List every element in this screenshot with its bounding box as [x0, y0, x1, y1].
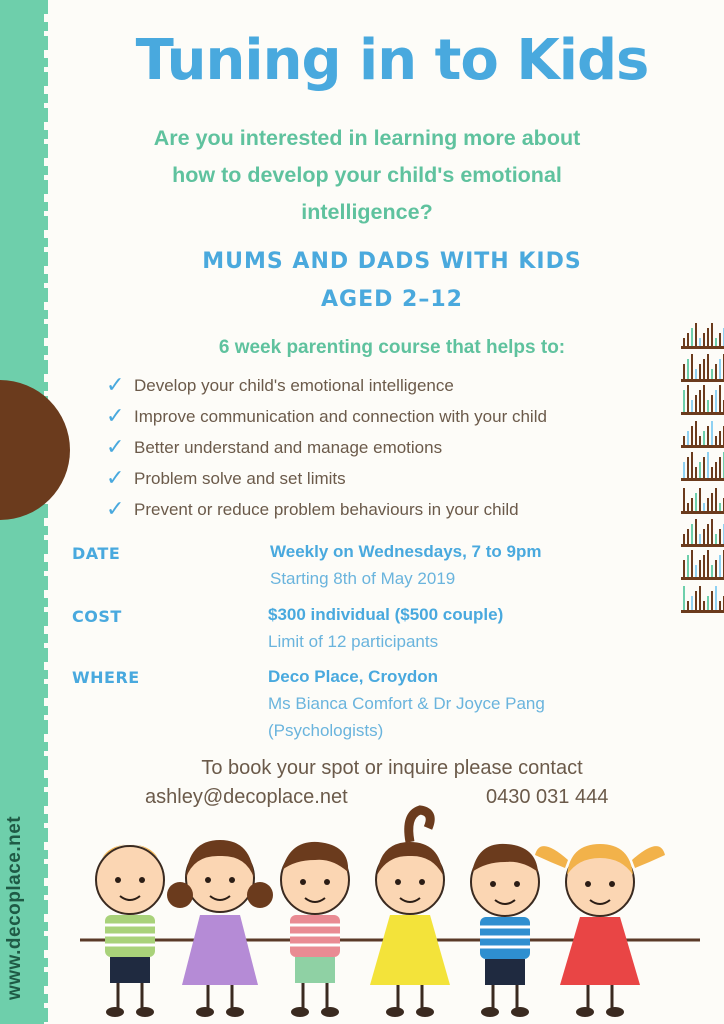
decorative-bar: [695, 519, 697, 544]
bar-baseline: [681, 346, 724, 349]
decorative-bar: [683, 488, 685, 511]
decorative-bar: [691, 452, 693, 478]
decorative-bar: [703, 385, 705, 412]
decorative-bar: [695, 395, 697, 412]
decorative-bar: [719, 385, 721, 412]
date-label: DATE: [72, 544, 121, 563]
contact-email-link[interactable]: ashley@decoplace.net: [145, 786, 348, 808]
decorative-bar: [687, 555, 689, 577]
subtitle-line: Are you interested in learning more about: [153, 126, 581, 150]
decorative-bar: [715, 560, 717, 577]
decorative-bar: [683, 436, 685, 445]
list-item: [106, 463, 547, 494]
decorative-bar: [707, 524, 709, 544]
bar-baseline: [681, 544, 724, 547]
decorative-bar: [699, 586, 701, 610]
decorative-bar: [703, 601, 705, 610]
decorative-bar: [707, 452, 709, 478]
check-icon: ✓: [106, 404, 125, 429]
benefit-text: Better understand and manage emotions: [134, 437, 443, 457]
decorative-bar: [703, 431, 705, 445]
decorative-bars: [681, 318, 724, 618]
date-value: Weekly on Wednesdays, 7 to 9pm: [270, 542, 542, 561]
decorative-bar: [691, 354, 693, 379]
decorative-bar: [715, 534, 717, 544]
decorative-bar: [695, 421, 697, 445]
children-illustration: [60, 800, 724, 1024]
decorative-bar: [683, 534, 685, 544]
cost-limit: Limit of 12 participants: [268, 632, 439, 651]
check-icon: ✓: [106, 466, 125, 491]
decorative-bar: [715, 462, 717, 478]
child-figure: [471, 844, 539, 1017]
decorative-bar: [711, 395, 713, 412]
decorative-bar: [683, 586, 685, 610]
decorative-bar: [707, 498, 709, 511]
decorative-bar: [687, 359, 689, 379]
decorative-bar: [719, 333, 721, 346]
decorative-bar: [691, 400, 693, 412]
contact-prompt: To book your spot or inquire please contact: [201, 757, 583, 779]
decorative-bar: [707, 400, 709, 412]
decorative-bar: [703, 503, 705, 511]
bar-baseline: [681, 379, 724, 382]
benefit-text: Improve communication and connection with your child: [134, 406, 547, 426]
decorative-bar: [699, 390, 701, 412]
decorative-bar: [715, 436, 717, 445]
decorative-bar: [687, 333, 689, 346]
decorative-bar: [695, 323, 697, 346]
child-figure: [281, 842, 349, 1017]
decorative-bar: [719, 503, 721, 511]
decorative-bar: [691, 550, 693, 577]
decorative-bar: [711, 421, 713, 445]
benefit-text: Develop your child's emotional intelligence: [134, 375, 454, 395]
decorative-bar: [691, 498, 693, 511]
decorative-bar: [687, 385, 689, 412]
decorative-bar: [687, 431, 689, 445]
decorative-bar: [683, 390, 685, 412]
decorative-bar: [699, 338, 701, 346]
decorative-bar: [691, 426, 693, 445]
where-value: Deco Place, Croydon: [268, 667, 439, 686]
decorative-bar: [703, 359, 705, 379]
check-icon: ✓: [106, 497, 125, 522]
where-role: (Psychologists): [268, 721, 384, 740]
decorative-bar: [707, 426, 709, 445]
benefit-text: Prevent or reduce problem behaviours in your child: [134, 499, 519, 519]
list-item: [106, 401, 547, 432]
decorative-bar: [715, 338, 717, 346]
decorative-bar: [695, 565, 697, 577]
decorative-bar: [711, 591, 713, 610]
decorative-bar: [715, 488, 717, 511]
decorative-bar: [687, 601, 689, 610]
decorative-bar: [719, 359, 721, 379]
decorative-bar: [703, 457, 705, 478]
decorative-bar: [699, 436, 701, 445]
decorative-bar: [691, 596, 693, 610]
cost-value: $300 individual ($500 couple): [268, 605, 504, 624]
decorative-bar: [687, 457, 689, 478]
where-label: WHERE: [72, 668, 140, 687]
list-item: [106, 494, 547, 525]
subtitle: [110, 120, 624, 231]
where-presenters: Ms Bianca Comfort & Dr Joyce Pang: [268, 694, 545, 713]
decorative-bar: [715, 586, 717, 610]
decorative-bar: [683, 560, 685, 577]
decorative-bar: [715, 390, 717, 412]
benefit-text: Problem solve and set limits: [134, 468, 346, 488]
decorative-bar: [695, 467, 697, 478]
bar-baseline: [681, 412, 724, 415]
audience-line: AGED 2–12: [321, 287, 463, 312]
decorative-bar: [711, 493, 713, 511]
decorative-bar: [711, 565, 713, 577]
list-item: [106, 432, 547, 463]
list-item: [106, 370, 547, 401]
bar-baseline: [681, 478, 724, 481]
decorative-bar: [703, 529, 705, 544]
benefit-list: [106, 370, 547, 525]
decorative-bar: [687, 529, 689, 544]
decorative-bar: [683, 338, 685, 346]
decorative-bar: [683, 364, 685, 379]
decorative-bar: [711, 323, 713, 346]
decorative-bar: [711, 467, 713, 478]
decorative-bar: [707, 550, 709, 577]
decorative-bar: [711, 519, 713, 544]
decorative-bar: [699, 462, 701, 478]
decorative-bar: [695, 591, 697, 610]
decorative-bar: [683, 462, 685, 478]
decorative-bar: [703, 555, 705, 577]
bar-baseline: [681, 445, 724, 448]
cost-label: COST: [72, 607, 122, 626]
course-intro: 6 week parenting course that helps to:: [218, 337, 566, 358]
decorative-bar: [695, 369, 697, 379]
check-icon: ✓: [106, 435, 125, 460]
decorative-bar: [715, 364, 717, 379]
child-figure: [167, 840, 273, 1017]
subtitle-line: intelligence?: [301, 200, 433, 224]
half-circle-decoration: [0, 380, 70, 520]
decorative-bar: [719, 601, 721, 610]
bar-baseline: [681, 610, 724, 613]
decorative-bar: [707, 354, 709, 379]
decorative-bar: [691, 524, 693, 544]
decorative-bar: [719, 529, 721, 544]
decorative-bar: [699, 488, 701, 511]
audience-line: MUMS AND DADS WITH KIDS: [202, 249, 582, 274]
bar-baseline: [681, 511, 724, 514]
audience-heading: [60, 243, 724, 319]
decorative-bar: [699, 560, 701, 577]
decorative-bar: [719, 555, 721, 577]
decorative-bar: [699, 364, 701, 379]
decorative-bar: [691, 328, 693, 346]
decorative-bar: [707, 596, 709, 610]
date-start: Starting 8th of May 2019: [270, 569, 456, 588]
page-title: Tuning in to Kids: [135, 28, 649, 93]
child-figure: [370, 810, 450, 1017]
decorative-bar: [695, 493, 697, 511]
decorative-bar: [711, 369, 713, 379]
decorative-bar: [687, 503, 689, 511]
bar-baseline: [681, 577, 724, 580]
stripe-brush-edge: [38, 0, 48, 1024]
subtitle-line: how to develop your child's emotional: [172, 163, 562, 187]
decorative-bar: [703, 333, 705, 346]
check-icon: ✓: [106, 373, 125, 398]
child-figure: [96, 844, 164, 1017]
decorative-bar: [719, 457, 721, 478]
side-website-url[interactable]: www.decoplace.net: [4, 815, 25, 1000]
decorative-bar: [699, 534, 701, 544]
decorative-bar: [719, 431, 721, 445]
contact-phone-link[interactable]: 0430 031 444: [486, 786, 609, 808]
child-figure: [535, 844, 665, 1017]
decorative-bar: [707, 328, 709, 346]
